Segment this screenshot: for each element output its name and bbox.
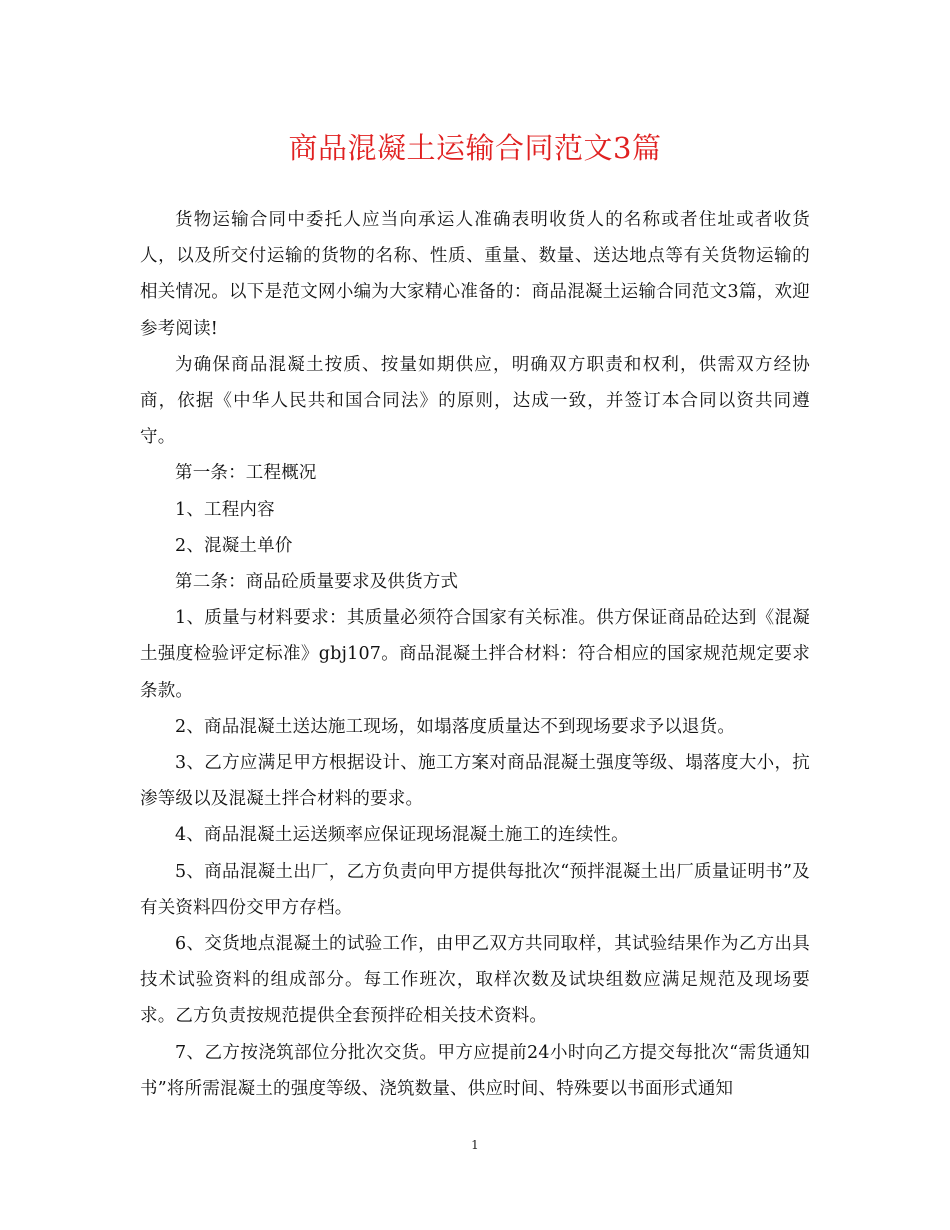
page-number: 1 [471, 1138, 479, 1152]
clause-design-requirements: 3、乙方应满足甲方根据设计、施工方案对商品混凝土强度等级、塌落度大小，抗渗等级以及混凝土拌合材料的要求。 [140, 753, 810, 810]
paragraph-intro: 货物运输合同中委托人应当向承运人准确表明收货人的名称或者住址或者收货人，以及所交付运输的货物的名称、性质、重量、数量、送达地点等有关货物运输的相关情况。以下是范文网小编为大家精心准备的：商品混凝土运输合同范文3篇，欢迎参考阅读! [140, 210, 810, 339]
document-body [140, 202, 810, 1107]
list-item-unit-price: 2、混凝土单价 [175, 535, 293, 556]
clause-quality-materials: 1、质量与材料要求：其质量必须符合国家有关标准。供方保证商品砼达到《混凝土强度检验评定标准》gbj107。商品混凝土拌合材料：符合相应的国家规范规定要求条款。 [140, 608, 810, 701]
clause-batch-delivery: 7、乙方按浇筑部位分批次交货。甲方应提前24小时向乙方提交每批次“需货通知书”将所需混凝土的强度等级、浇筑数量、供应时间、特殊要以书面形式通知 [140, 1042, 810, 1099]
section-heading-2: 第二条：商品砼质量要求及供货方式 [175, 572, 459, 593]
section-heading-1: 第一条：工程概况 [175, 463, 317, 484]
list-item-project-content: 1、工程内容 [175, 499, 275, 520]
paragraph-purpose: 为确保商品混凝土按质、按量如期供应，明确双方职责和权利，供需双方经协商，依据《中华人民共和国合同法》的原则，达成一致，并签订本合同以资共同遵守。 [140, 354, 810, 448]
clause-delivery-frequency: 4、商品混凝土运送频率应保证现场混凝土施工的连续性。 [175, 825, 629, 846]
clause-quality-certificate: 5、商品混凝土出厂，乙方负责向甲方提供每批次“预拌混凝土出厂质量证明书”及有关资料四份交甲方存档。 [140, 861, 810, 918]
document-title: 商品混凝土运输合同范文3篇 [288, 131, 662, 165]
clause-testing: 6、交货地点混凝土的试验工作，由甲乙双方共同取样，其试验结果作为乙方出具技术试验资料的组成部分。每工作班次，取样次数及试块组数应满足规范及现场要求。乙方负责按规范提供全套预拌砼相关技术资料。 [140, 934, 810, 1027]
clause-delivery-site: 2、商品混凝土送达施工现场，如塌落度质量达不到现场要求予以退货。 [175, 716, 736, 737]
